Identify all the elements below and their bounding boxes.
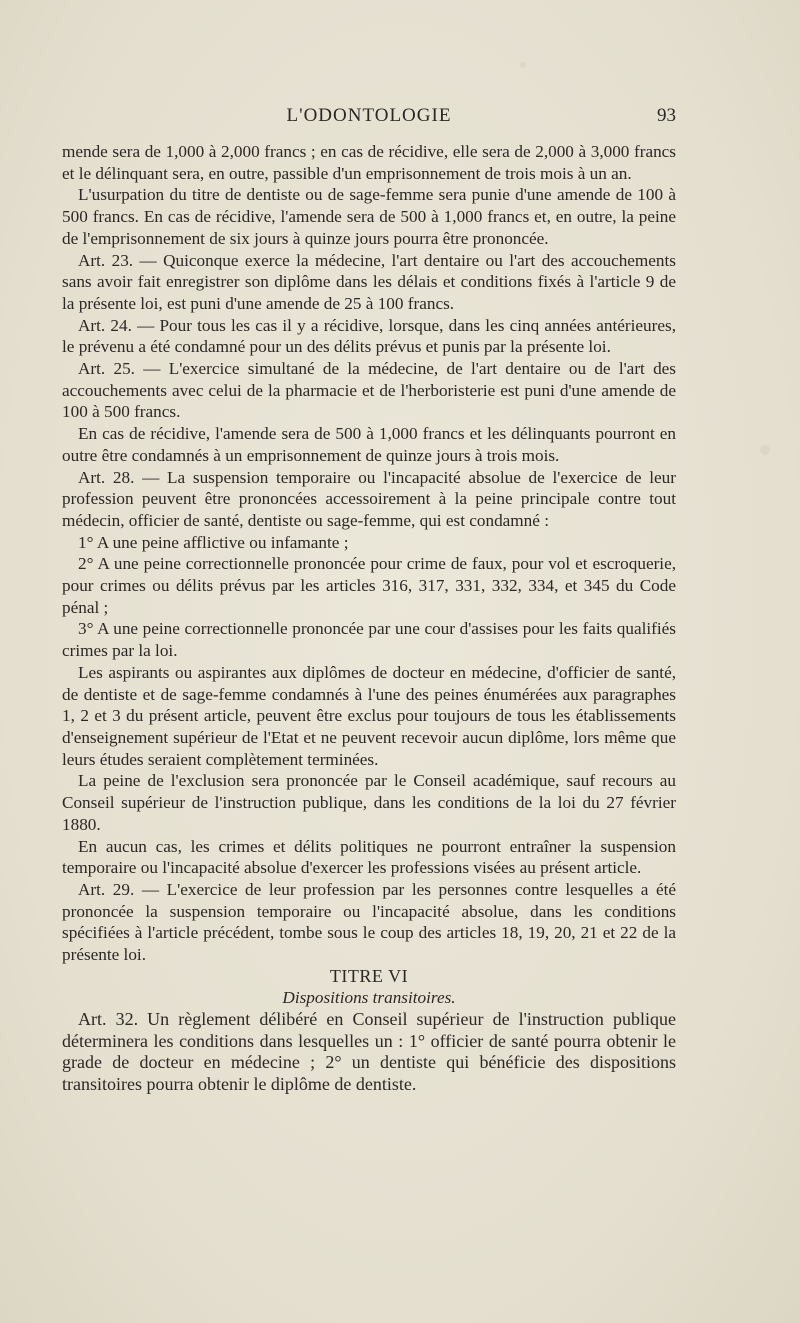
paragraph: La peine de l'exclusion sera prononcée par le Conseil académique, sauf recours au Conseil supérieur de l'instruction publique, dans les conditions de la loi du 27 février 1880. (62, 771, 676, 834)
running-title: L'ODONTOLOGIE (286, 105, 452, 126)
paragraph: Les aspirants ou aspirantes aux diplômes de docteur en médecine, d'officier de santé, de dentiste et de sage-femme condamnés à l'une des peines énumérées aux paragraphes 1, 2 et 3 du présent article, peuvent être exclus pour toujours de tous les établissements d'enseignement supérieur de l'Etat et ne peuvent recevoir aucun diplôme, lors même que leurs études seraient complètement terminées. (62, 662, 676, 769)
body-text (62, 141, 676, 1095)
section-title: TITRE VI (329, 965, 409, 986)
paragraph-art-25: Art. 25. — L'exercice simultané de la médecine, de l'art dentaire ou de l'art des accouchements avec celui de la pharmacie et de l'herboristerie est puni d'une amende de 100 à 500 francs. (62, 359, 676, 422)
paper-stain (520, 62, 526, 68)
list-item-3: 3° A une peine correctionnelle prononcée par une cour d'assises pour les faits qualifiés crimes par la loi. (62, 619, 676, 661)
paragraph-art-28: Art. 28. — La suspension temporaire ou l'incapacité absolue de l'exercice de leur profession peuvent être prononcées accessoirement à la peine principale contre tout médecin, officier de santé, dentiste ou sage-femme, qui est condamné : (62, 467, 676, 530)
page-number: 93 (657, 105, 676, 126)
list-item-2: 2° A une peine correctionnelle prononcée pour crime de faux, pour vol et escroquerie, pour crimes ou délits prévus par les articles 316, 317, 331, 332, 334, et 345 du Code pénal ; (62, 554, 676, 617)
paragraph-art-29: Art. 29. — L'exercice de leur profession par les personnes contre lesquelles a été prononcée la suspension temporaire ou l'incapacité absolue, dans les conditions spécifiées à l'article précédent, tombe sous le coup des articles 18, 19, 20, 21 et 22 de la présente loi. (62, 879, 676, 965)
paper-stain (760, 445, 770, 455)
paragraph-art-24: Art. 24. — Pour tous les cas il y a récidive, lorsque, dans les cinq années antérieures, le prévenu a été condamné pour un des délits prévus et punis par la présente loi. (62, 315, 676, 357)
paragraph-art-32: Art. 32. Un règlement délibéré en Conseil supérieur de l'instruction publique déterminera les conditions dans lesquelles un : 1° officier de santé pourra obtenir le grade de docteur en médecine ; 2° un dentiste qui bénéficie des dispositions transitoires pourra obtenir le diplôme de dentiste. (62, 1009, 676, 1094)
paragraph: L'usurpation du titre de dentiste ou de sage-femme sera punie d'une amende de 100 à 500 francs. En cas de récidive, l'amende sera de 500 à 1,000 francs et, en outre, la peine de l'emprisonnement de six jours à quinze jours pourra être prononcée. (62, 185, 676, 248)
paragraph-art-23: Art. 23. — Quiconque exerce la médecine, l'art dentaire ou l'art des accouchements sans avoir fait enregistrer son diplôme dans les délais et conditions fixés à l'article 9 de la présente loi, est puni d'une amende de 25 à 100 francs. (62, 250, 676, 313)
page-header (62, 103, 676, 133)
paragraph: mende sera de 1,000 à 2,000 francs ; en cas de récidive, elle sera de 2,000 à 3,000 francs et le délinquant sera, en outre, passible d'un emprisonnement de trois mois à un an. (62, 142, 676, 183)
paragraph: En aucun cas, les crimes et délits politiques ne pourront entraîner la suspension temporaire ou l'incapacité absolue d'exercer les professions visées au présent article. (62, 836, 676, 878)
list-item-1: 1° A une peine afflictive ou infamante ; (78, 532, 349, 552)
section-subtitle: Dispositions transitoires. (282, 988, 456, 1008)
paragraph: En cas de récidive, l'amende sera de 500 à 1,000 francs et les délinquants pourront en outre être condamnés à un emprisonnement de quinze jours à trois mois. (62, 424, 676, 465)
